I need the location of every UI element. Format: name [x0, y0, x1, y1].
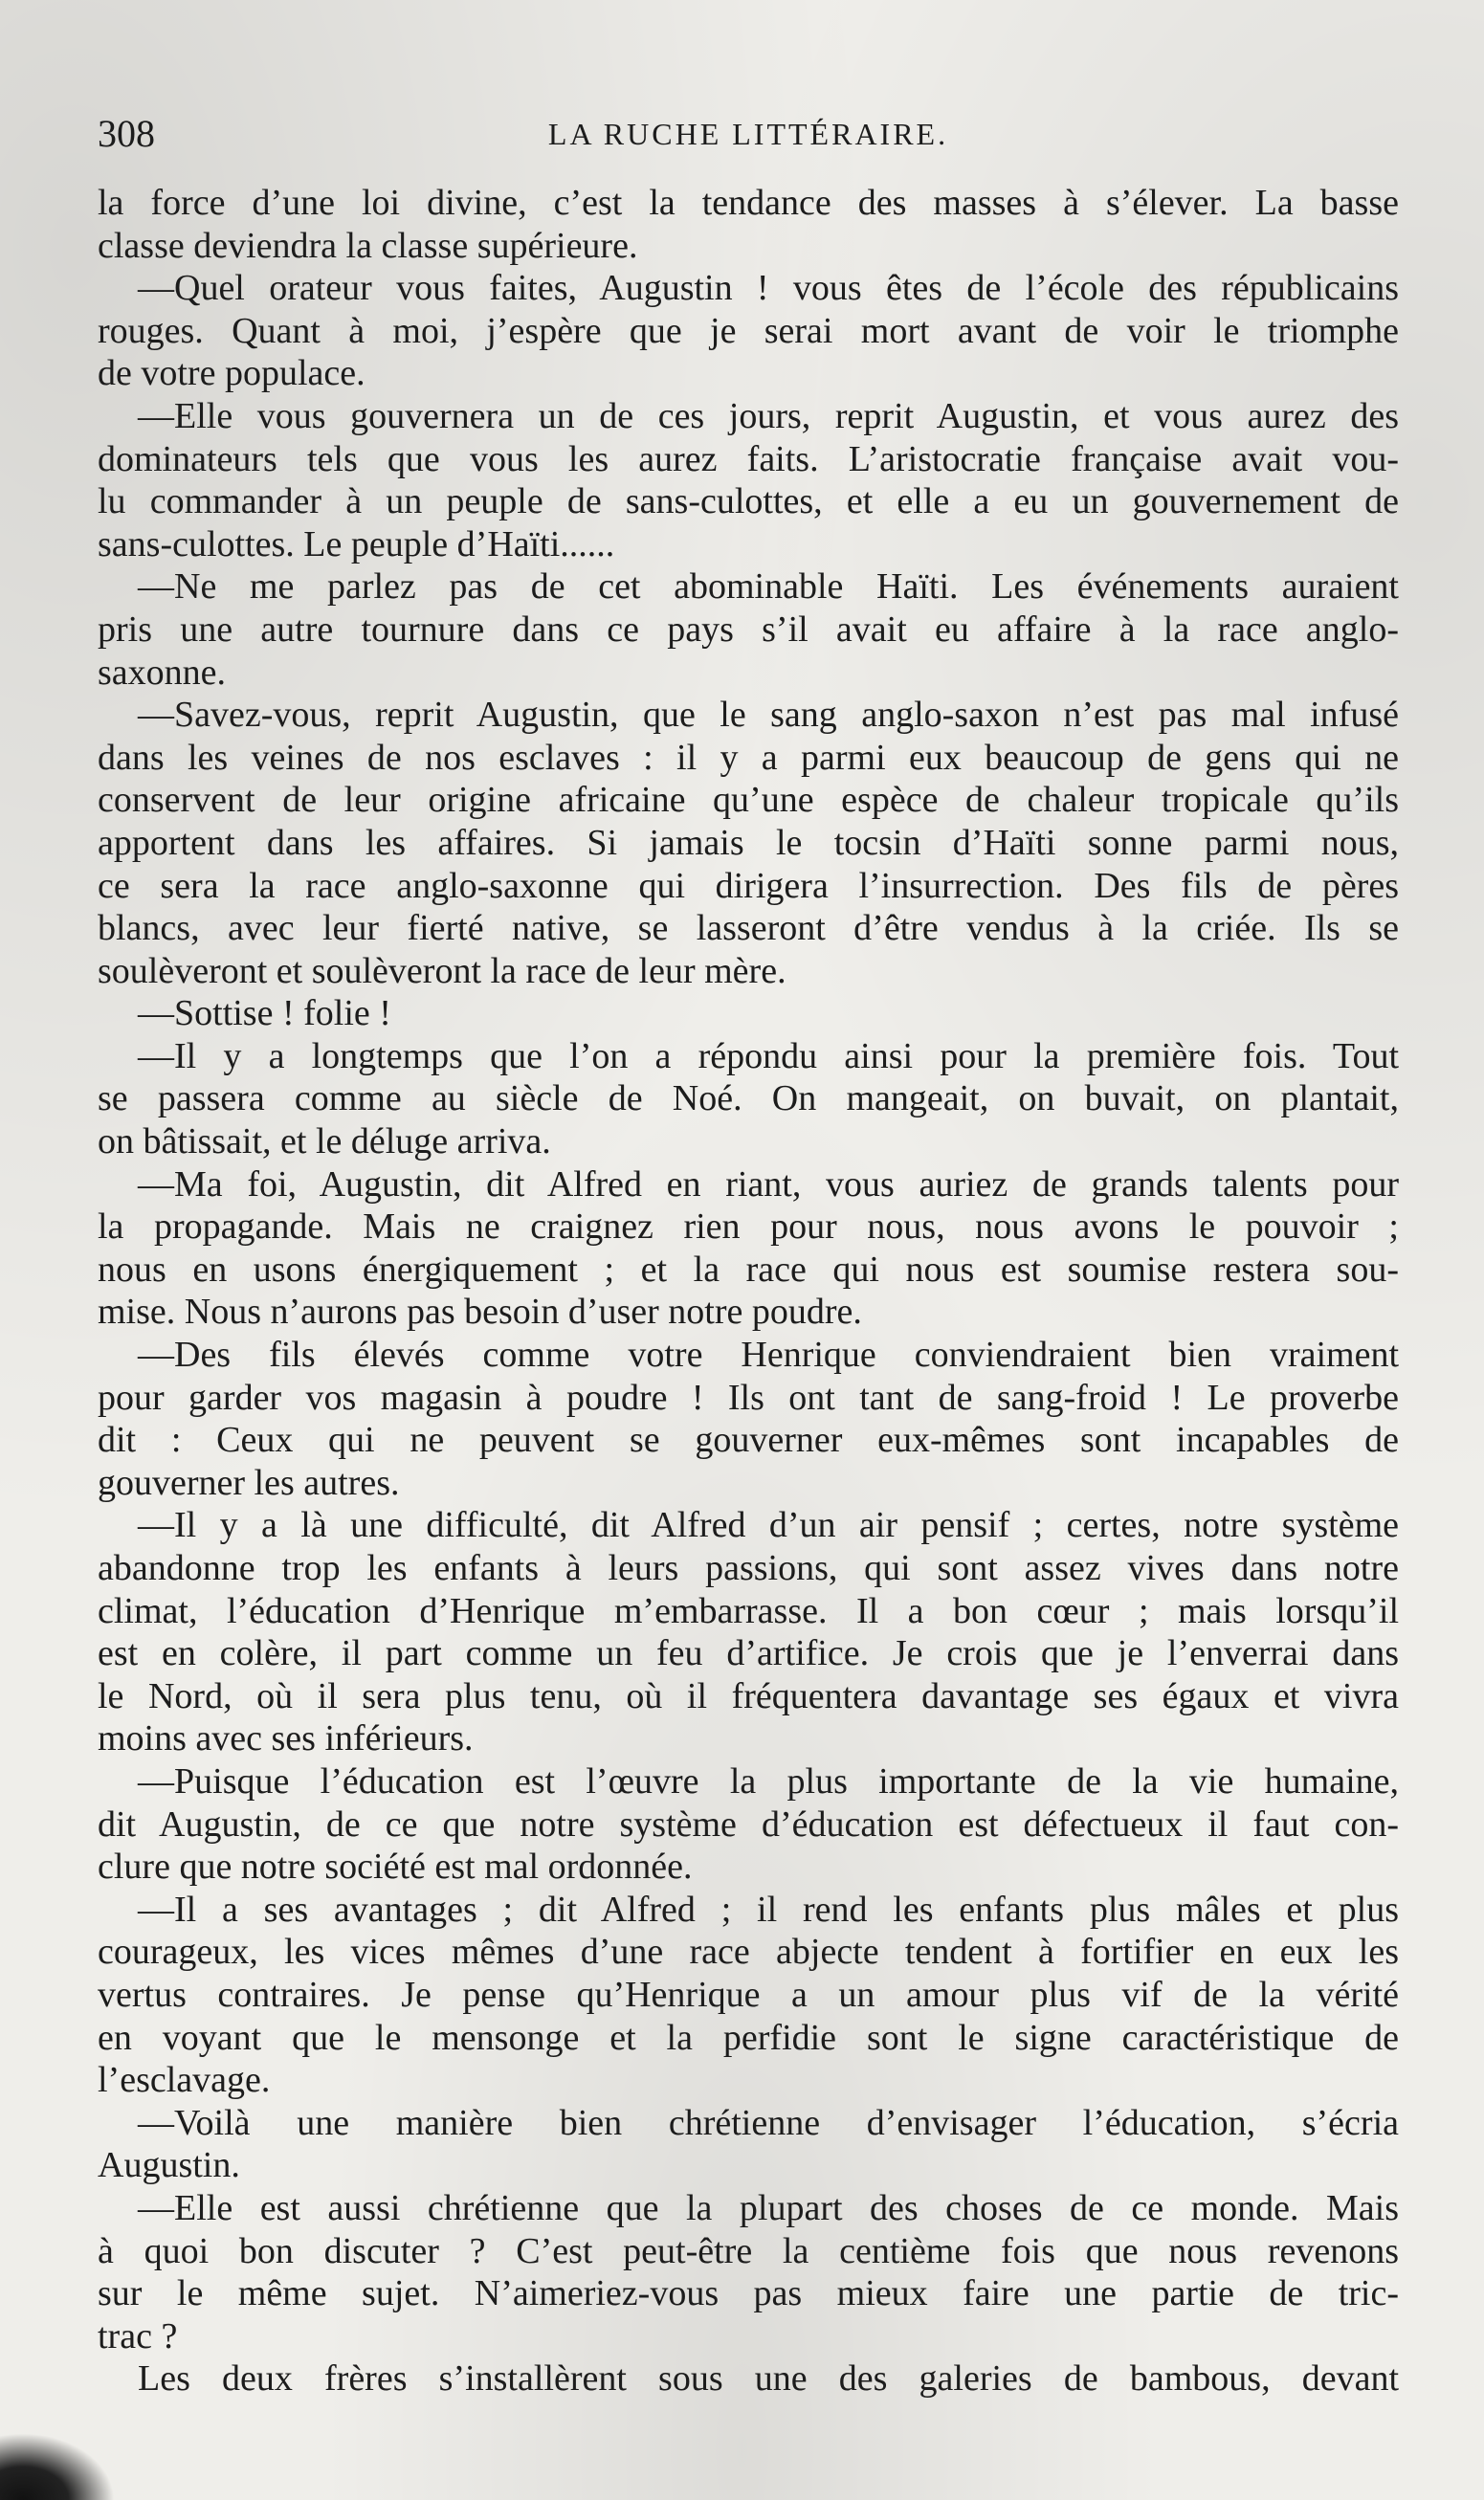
text-line: —Il y a longtemps que l’on a répondu ainsi pour la première fois. Tout	[138, 1035, 1399, 1076]
text-line: saxonne.	[98, 652, 227, 693]
text-line: —Elle est aussi chrétienne que la plupart des choses de ce monde. Mais	[138, 2187, 1399, 2228]
text-line: à quoi bon discuter ? C’est peut-être la centième fois que nous revenons	[98, 2230, 1399, 2271]
text-line: —Sottise ! folie !	[138, 993, 391, 1034]
text-line: trac ?	[98, 2315, 178, 2356]
text-line: lu commander à un peuple de sans-culottes, et elle a eu un gouvernement de	[98, 481, 1399, 522]
text-line: —Des fils élevés comme votre Henrique conviendraient bien vraiment	[138, 1335, 1399, 1376]
text-line: on bâtissait, et le déluge arriva.	[98, 1121, 551, 1162]
text-line: le Nord, où il sera plus tenu, où il fréquentera davantage ses égaux et vivra	[98, 1675, 1399, 1716]
text-line: en voyant que le mensonge et la perfidie sont le signe caractéristique de	[98, 2017, 1399, 2058]
text-line: vertus contraires. Je pense qu’Henrique a un amour plus vif de la vérité	[98, 1974, 1399, 2015]
text-line: rouges. Quant à moi, j’espère que je serai mort avant de voir le triomphe	[98, 310, 1399, 351]
text-line: l’esclavage.	[98, 2060, 271, 2101]
body-text	[98, 182, 1399, 2400]
text-line: sans-culottes. Le peuple d’Haïti......	[98, 523, 615, 564]
text-line: apportent dans les affaires. Si jamais le tocsin d’Haïti sonne parmi nous,	[98, 822, 1399, 863]
text-line: —Ma foi, Augustin, dit Alfred en riant, vous auriez de grands talents pour	[138, 1163, 1399, 1205]
text-line: Les deux frères s’installèrent sous une des galeries de bambous, devant	[138, 2358, 1399, 2400]
text-line: dit Augustin, de ce que notre système d’éducation est défectueux il faut con-	[98, 1803, 1399, 1845]
text-line: —Ne me parlez pas de cet abominable Haïti. Les événements auraient	[138, 566, 1399, 608]
text-line: —Voilà une manière bien chrétienne d’envisager l’éducation, s’écria	[138, 2102, 1399, 2143]
text-line: —Quel orateur vous faites, Augustin ! vous êtes de l’école des républicains	[138, 268, 1399, 309]
text-line: pour garder vos magasin à poudre ! Ils ont tant de sang-froid ! Le proverbe	[98, 1377, 1399, 1418]
text-line: nous en usons énergiquement ; et la race qui nous est soumise restera sou-	[98, 1249, 1399, 1290]
text-line: sur le même sujet. N’aimeriez-vous pas mieux faire une partie de tric-	[98, 2273, 1399, 2314]
text-line: pris une autre tournure dans ce pays s’il avait eu affaire à la race anglo-	[98, 608, 1399, 650]
text-line: abandonne trop les enfants à leurs passions, qui sont assez vives dans notre	[98, 1548, 1399, 1588]
text-line: se passera comme au siècle de Noé. On mangeait, on buvait, on plantait,	[98, 1078, 1399, 1119]
text-line: est en colère, il part comme un feu d’artifice. Je crois que je l’enverrai dans	[98, 1633, 1399, 1674]
text-line: —Il a ses avantages ; dit Alfred ; il rend les enfants plus mâles et plus	[138, 1889, 1399, 1930]
text-line: Augustin.	[98, 2145, 240, 2186]
text-line: moins avec ses inférieurs.	[98, 1718, 474, 1759]
text-line: —Elle vous gouvernera un de ces jours, reprit Augustin, et vous aurez des	[138, 395, 1399, 436]
text-line: la force d’une loi divine, c’est la tendance des masses à s’élever. La basse	[98, 183, 1399, 223]
text-line: ce sera la race anglo-saxonne qui dirigera l’insurrection. Des fils de pères	[98, 865, 1399, 906]
text-line: conservent de leur origine africaine qu’une espèce de chaleur tropicale qu’ils	[98, 780, 1399, 821]
page-header	[98, 111, 1399, 168]
text-line: de votre populace.	[98, 353, 365, 394]
text-line: dans les veines de nos esclaves : il y a parmi eux beaucoup de gens qui ne	[98, 737, 1399, 778]
text-line: courageux, les vices mêmes d’une race abjecte tendent à fortifier en eux les	[98, 1932, 1399, 1973]
text-line: clure que notre société est mal ordonnée.	[98, 1847, 693, 1888]
text-line: —Il y a là une difficulté, dit Alfred d’un air pensif ; certes, notre système	[138, 1505, 1399, 1546]
text-line: la propagande. Mais ne craignez rien pour nous, nous avons le pouvoir ;	[98, 1206, 1399, 1248]
text-line: classe deviendra la classe supérieure.	[98, 225, 638, 266]
text-line: gouverner les autres.	[98, 1462, 400, 1503]
page-number: 308	[98, 112, 155, 155]
text-line: dominateurs tels que vous les aurez faits. L’aristocratie française avait vou-	[98, 438, 1399, 479]
text-line: mise. Nous n’aurons pas besoin d’user notre poudre.	[98, 1292, 862, 1333]
text-line: —Savez-vous, reprit Augustin, que le sang anglo-saxon n’est pas mal infusé	[138, 695, 1399, 736]
text-line: soulèveront et soulèveront la race de leur mère.	[98, 950, 786, 991]
text-line: blancs, avec leur fierté native, se lasseront d’être vendus à la criée. Ils se	[98, 908, 1399, 949]
scan-corner-mark	[0, 2433, 115, 2500]
text-line: climat, l’éducation d’Henrique m’embarrasse. Il a bon cœur ; mais lorsqu’il	[98, 1590, 1399, 1631]
running-title: LA RUCHE LITTÉRAIRE.	[547, 117, 949, 151]
text-line: dit : Ceux qui ne peuvent se gouverner eux-mêmes sont incapables de	[98, 1420, 1399, 1461]
text-line: —Puisque l’éducation est l’œuvre la plus importante de la vie humaine,	[138, 1760, 1399, 1802]
